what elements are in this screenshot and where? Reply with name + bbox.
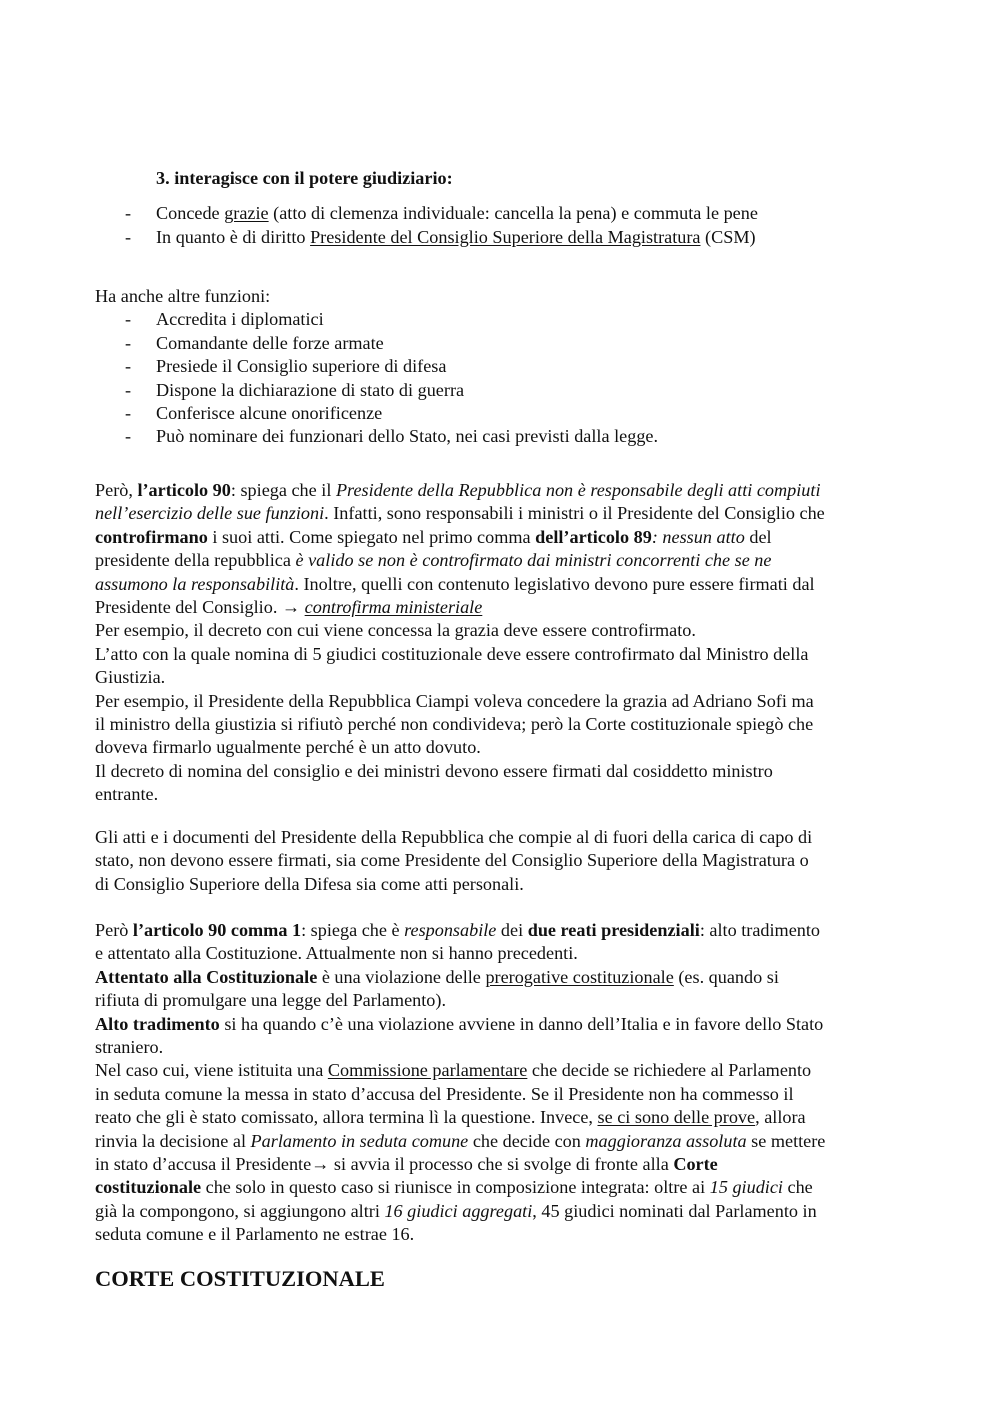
section-title: CORTE COSTITUZIONALE xyxy=(95,1266,385,1291)
list-item: - Dispone la dichiarazione di stato di guerra xyxy=(125,379,465,400)
list-item: - Comandante delle forze armate xyxy=(125,332,384,353)
arrow-right-icon: → xyxy=(281,596,301,617)
paragraph-atti: Gli atti e i documenti del Presidente della Repubblica che compie al di fuori della carica di capo di stato, non devono essere firmati, sia come Presidente del Consiglio Superiore della Magistratura o di Consiglio Superiore della Difesa sia come atti personali. xyxy=(95,827,813,894)
other-functions-intro: Ha anche altre funzioni: xyxy=(95,286,271,306)
grazie-link: grazie xyxy=(224,203,269,224)
list-item: - Presiede il Consiglio superiore di difesa xyxy=(125,356,447,377)
list-item: - Conferisce alcune onorificenze xyxy=(125,402,383,423)
paragraph-reati-presidenziali: Però l’articolo 90 comma 1: spiega che è responsabile dei due reati presidenziali: alto tradimento e attentato alla Costituzione. Attualmente non si hanno precedenti. Attentato alla Costituzionale è una violazione delle prerogative costituzionale (es. quando si rifiuta di promulgare una legge del Parlamento). Alto tradimento si ha quando c’è una violazione avviene in danno dell’Italia e in favore dello Stato straniero. Nel caso cui, viene istituita una Commissione parlamentare che decide se richiedere al Parlamento in seduta comune la messa in stato d’accusa del Presidente. Se il Presidente non ha commesso il reato che gli è stato comissato, allora termina lì la questione. Invece, se ci sono delle prove, allora rinvia la decisione al Parlamento in seduta comune che decide con maggioranza assoluta se mettere in stato d’accusa il Presidente→ si avvia il processo che si svolge di fronte alla Corte costituzionale che solo in questo caso si riunisce in composizione integrata: oltre ai 15 giudici che già la compongono, si aggiungono altri 16 giudici aggregati, 45 giudici nominati dal Parlamento in seduta comune e il Parlamento ne estrae 16. xyxy=(95,920,826,1245)
list-item: - Accredita i diplomatici xyxy=(125,309,324,330)
list-item: - Concede grazie (atto di clemenza individuale: cancella la pena) e commuta le pene xyxy=(125,203,758,224)
list-item: - Può nominare dei funzionari dello Stato, nei casi previsti dalla legge. xyxy=(125,426,659,447)
section-3-heading: 3. interagisce con il potere giudiziario: xyxy=(156,168,453,188)
paragraph-article-90: Però, l’articolo 90: spiega che il Presidente della Repubblica non è responsabile degli atti compiuti nell’esercizio delle sue funzioni. Infatti, sono responsabili i ministri o il Presidente del Consiglio che controfirmano i suoi atti. Come spiegato nel primo comma dell’articolo 89: nessun atto del presidente della repubblica è valido se non è controfirmato dai ministri concorrenti che se ne assumono la responsabilità. Inoltre, quelli con contenuto legislativo devono pure essere firmati dal Presidente del Consiglio. → controfirma ministeriale Per esempio, il decreto con cui viene concessa la grazia deve essere controfirmato. L’atto con la quale nomina di 5 giudici costituzionale deve essere controfirmato dal Ministro della Giustizia. Per esempio, il Presidente della Repubblica Ciampi voleva concedere la grazia ad Adriano Sofi ma il ministro della giustizia si rifiutò perché non condivideva; però la Corte costituzionale spiegò che doveva firmarlo ugualmente perché è un atto dovuto. Il decreto di nomina del consiglio e dei ministri devono essere firmati dal cosiddetto ministro entrante. xyxy=(95,480,825,805)
arrow-right-icon: → xyxy=(311,1153,330,1174)
list-item: - In quanto è di diritto Presidente del Consiglio Superiore della Magistratura (CSM) xyxy=(125,226,756,247)
section-3 xyxy=(95,167,910,249)
other-functions xyxy=(95,285,910,449)
